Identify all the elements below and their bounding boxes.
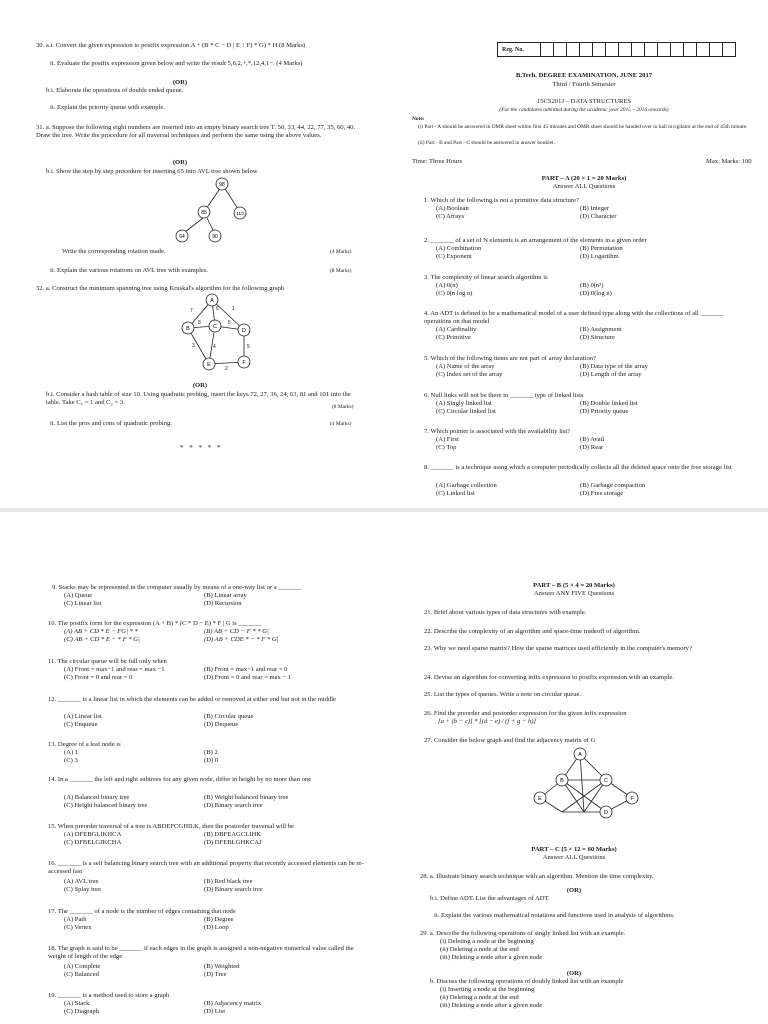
option-a: (A) Cardinality	[436, 326, 477, 333]
svg-text:85: 85	[201, 210, 207, 216]
option-d: (D) Rear	[580, 444, 604, 451]
svg-text:A: A	[210, 298, 214, 304]
svg-text:B: B	[186, 326, 190, 332]
partA-subtitle: Answer ALL Questions	[552, 183, 616, 190]
graph-node-D	[238, 324, 250, 336]
option-d: (D) Priority queue	[580, 408, 629, 415]
option-d: (D) Front = 0 and rear = max − 1	[204, 674, 292, 681]
q31-a: 31. a. Suppose the following eight numbers are inserted into an empty binary search tree T. 50, 33, 44, 22, 77, 35, 60, 40. Draw the tree. Write the procedure for all traversal techniques and perform the same using the above values.	[36, 124, 356, 139]
option-a: (A) Combination	[436, 245, 482, 252]
option-c: (C) Vertex	[64, 924, 92, 931]
reg-cell	[710, 42, 723, 57]
tree-node-98	[216, 178, 228, 190]
question-text: 15. When preorder traversal of a tree is ABDEFCGHILK, then the postorder traversal will be	[48, 823, 294, 830]
option-a: (A) Name of the array	[436, 363, 495, 370]
q31-b: b.i. Show the step by step procedure for inserting 65 into AVL tree shown below	[46, 168, 258, 175]
option-b: (B) Front = max−1 and rear = 0	[204, 666, 288, 673]
reg-cell	[541, 42, 554, 57]
q28-a: 28. a. Illustrate binary search technique with an algorithm. Mention the time complexity.	[420, 873, 654, 880]
svg-text:E: E	[207, 362, 211, 368]
option-c: (C) Primitive	[436, 334, 471, 341]
option-b: (B) Adjacency matrix	[204, 1000, 262, 1007]
q32-a: 32. a. Construct the minimum spanning tree using Kruskal's algorithm for the following graph	[36, 285, 285, 292]
q30-or: (OR)	[172, 79, 188, 86]
option-d: (D) Length of the array	[580, 371, 642, 378]
question-text: 2. _______ of a set of N elements is an arrangement of the elements in a given order	[424, 237, 647, 244]
graph-node-A	[206, 294, 218, 306]
option-b: (B) Weight balanced binary tree	[204, 794, 289, 801]
option-b: (B) Permutation	[580, 245, 623, 252]
reg-cell	[684, 42, 697, 57]
option-d: (D) Logarithm	[580, 253, 619, 260]
option-b: (B) Integer	[580, 205, 610, 212]
q26-expression: [a + (b − c)] * [(d − e) / (f + g − h)]	[438, 718, 537, 725]
reg-cell	[645, 42, 658, 57]
option-c: (C) Linked list	[436, 490, 475, 497]
q24: 24. Devise an algorithm for converting infix expression to postfix expression with an example.	[424, 674, 674, 681]
max-marks: Max. Marks: 100	[706, 158, 752, 165]
option-d: (D) Loop	[204, 924, 229, 931]
edge-weight-4: 4	[213, 344, 216, 350]
option-a: (A) Linear list	[64, 713, 102, 720]
question-text: 6. Null links will not be there in _______ type of linked lists	[424, 392, 584, 399]
option-b: (B) DBFEAGCLIHK	[204, 831, 261, 838]
svg-text:A: A	[578, 752, 582, 758]
option-a: (A) First	[436, 436, 459, 443]
option-b: (B) Degree	[204, 916, 234, 923]
exam-page-1	[384, 0, 768, 512]
exam-page-4	[0, 0, 384, 512]
question-text: 19. _______ is a method used to store a graph	[48, 992, 170, 999]
graph-node-D	[600, 806, 612, 818]
option-c: (C) 0(n log n)	[436, 290, 473, 297]
end-stars: * * * * *	[180, 444, 223, 452]
question-text: 5. Which of the following items are not part of array declaration?	[424, 355, 596, 362]
q32-bii-marks: (4 Marks)	[330, 421, 352, 427]
option-b: (B) Data type of the array	[580, 363, 648, 370]
q32-bi: b.i. Consider a hash table of size 10. Using quadratic probing, insert the keys 72, 27, 36, 24, 63, 81 and 101 into the table. Take C₁ = 1 and C₂ = 3.	[46, 391, 351, 406]
edge-weight-7: 7	[190, 308, 193, 314]
graph-node-B	[182, 322, 194, 334]
option-a: (A) Garbage collection	[436, 482, 497, 489]
tree-node-85	[198, 206, 210, 218]
note-i: (i) Part - A should be answered in OMR sheet within first 45 minutes and OMR sheet should be handed over to hall invigilator at the end of 45th minute.	[418, 124, 748, 130]
question-text: 1. Which of the following is not a primitive data structure?	[424, 197, 579, 204]
question-text: 16. _______ is a self balancing binary search tree with an additional property that recently accessed elements can be re-accessed fast	[48, 860, 364, 875]
reg-cell	[554, 42, 567, 57]
option-c: (C) Balanced	[64, 971, 99, 978]
partA-title: PART – A (20 × 1 = 20 Marks)	[541, 175, 627, 182]
question-text: 10. The postfix form for the expression (A + B) * (C * D − E) * F | G is _______	[48, 620, 262, 627]
q21: 21. Brief about various types of data structures with example.	[424, 609, 587, 616]
question-text: 18. The graph is said to be _______ if each edges in the graph is assigned a non-negative numerical value called the weight of length of the edge	[48, 945, 354, 960]
reg-cell	[697, 42, 710, 57]
option-c: (C) AB + CD * E − * F * G|	[64, 636, 140, 643]
exam-page-2	[0, 512, 384, 1024]
q30-aii: ii. Evaluate the postfix expression given below and write the result 5,6,2,+,*,12,4,1−. (4 Marks)	[50, 60, 303, 67]
option-c: (C) DFBELGJKCHA	[64, 839, 122, 846]
option-c: (C) Diagraph	[64, 1008, 99, 1015]
partB-title: PART – B (5 × 4 = 20 Marks)	[533, 582, 615, 589]
svg-text:E: E	[538, 796, 542, 802]
option-d: (D) Structure	[580, 334, 615, 341]
q32-bii: ii. List the pros and cons of quadratic probing.	[50, 420, 172, 427]
graph-node-F	[238, 356, 250, 368]
option-d: (D) Recursion	[204, 600, 242, 607]
partC-title: PART – C (5 × 12 = 60 Marks)	[531, 846, 617, 853]
svg-text:F: F	[242, 360, 246, 366]
option-a: (A) Complete	[64, 963, 101, 970]
question-text: 9. Stacks may be represented in the computer usually by means of a one-way list or a _______	[52, 584, 302, 591]
option-d: (D) AB + CDE * − * F * G|	[204, 636, 279, 643]
option-c: (C) Splay tree	[64, 886, 101, 893]
q31-rotation-marks: (4 Marks)	[330, 249, 352, 255]
option-a: (A) AVL tree	[64, 878, 99, 885]
option-d: (D) Binary search tree	[204, 886, 263, 893]
svg-text:B: B	[560, 778, 564, 784]
q29-b-i: (i) Inserting a node at the beginning	[440, 986, 535, 993]
q32-bi-marks: (8 Marks)	[332, 404, 354, 410]
option-c: (C) Arrays	[436, 213, 465, 220]
option-a: (A) Boolean	[436, 205, 469, 212]
svg-text:D: D	[242, 328, 246, 334]
question-text: 13. Degree of a leaf node is	[48, 741, 121, 748]
edge-weight-8: 8	[198, 320, 201, 326]
q31-bii-marks: (8 Marks)	[330, 268, 352, 274]
option-a: (A) AB + CD * E − FG| * *	[64, 628, 138, 635]
q30-ai: 30. a.i. Convert the given expression to postfix expression A + (B * C − D | E ↑ F) * G) * H (8 Marks)	[36, 42, 306, 49]
option-a: (A) Front = max−1 and rear = max −1	[64, 666, 165, 673]
degree-title: B.Tech. DEGREE EXAMINATION, JUNE 2017	[515, 72, 653, 79]
edge-weight-2: 2	[225, 366, 228, 372]
course-title: 15CS201J – DATA STRUCTURES	[536, 98, 632, 105]
adjacency-graph-diagram	[532, 746, 642, 826]
q29-b-ii: (ii) Deleting a node at the end	[440, 994, 519, 1001]
option-b: (B) AB + CD − F * * G|	[204, 628, 269, 635]
option-a: (A) Stack	[64, 1000, 90, 1007]
option-a: (A) Singly linked list	[436, 400, 492, 407]
option-d: (D) List	[204, 1008, 226, 1015]
q28-bii: ii. Explain the various mathematical notations and functions used in analysis of algorithms.	[434, 912, 675, 919]
q29-b: b. Discuss the following operations of doubly linked list with an example	[430, 978, 624, 985]
question-text: 8. _______ is a technique using which a computer periodically collects all the deleted space onto the free storage list	[424, 464, 732, 471]
q27: 27. Consider the below graph and find the adjacency matrix of G	[424, 737, 596, 744]
reg-cell	[593, 42, 606, 57]
q31-or: (OR)	[172, 159, 188, 166]
svg-text:90: 90	[212, 234, 218, 240]
reg-cell	[671, 42, 684, 57]
question-text: 14. In a _______ the left and right subtrees for any given node, differ in height by no more than one	[48, 776, 312, 783]
svg-text:98: 98	[219, 182, 225, 188]
q29-a-iii: (iii) Deleting a node after a given node	[440, 954, 543, 961]
option-d: (D) 0(log n)	[580, 290, 612, 297]
kruskal-graph-diagram	[168, 292, 278, 372]
reg-no-label: Reg. No.	[497, 42, 541, 57]
q25: 25. List the types of queues. Write a note on circular queue.	[424, 691, 582, 698]
option-a: (A) Queue	[64, 592, 93, 599]
edge-weight-5b: 5	[247, 344, 250, 350]
option-c: (C) 3	[64, 757, 78, 764]
q23: 23. Why we need sparse matrix? How the sparse matrices used efficiently in the computer's memory?	[424, 645, 692, 652]
q29-b-iii: (iii) Deleting a node after a given node	[440, 1002, 543, 1009]
reg-cell	[567, 42, 580, 57]
question-text: 12. _______ is a linear list in which the elements can be added or removed at either end but not in the middle	[48, 696, 337, 703]
svg-text:64: 64	[179, 234, 185, 240]
tree-node-110	[234, 207, 246, 219]
q30-bi: b.i. Elaborate the operations of double ended queue.	[46, 87, 184, 94]
time-label: Time: Three Hours	[412, 158, 463, 165]
option-c: (C) Exponent	[436, 253, 472, 260]
option-b: (B) Red black tree	[204, 878, 253, 885]
question-text: 3. The complexity of linear search algorithm is	[424, 274, 548, 281]
svg-text:D: D	[604, 810, 608, 816]
option-d: (D) DFEBLGHKCAJ	[204, 839, 262, 846]
reg-cell	[632, 42, 645, 57]
option-a: (A) Balanced binary tree	[64, 794, 130, 801]
option-a: (A) 1	[64, 749, 79, 756]
option-d: (D) Tree	[204, 971, 227, 978]
option-b: (B) Assignment	[580, 326, 622, 333]
graph-node-A	[574, 748, 586, 760]
reg-no-box	[497, 42, 736, 57]
edge-weight-3: 3	[192, 343, 195, 349]
question-text: 7. Which pointer is associated with the availability list?	[424, 428, 571, 435]
question-text: 17. The _______ of a node is the number of edges containing that node	[48, 908, 236, 915]
partB-subtitle: Answer ANY FIVE Questions	[533, 590, 615, 597]
q22: 22. Describe the complexity of an algorithm and space-time tradeoff of algorithm.	[424, 628, 641, 635]
svg-text:110: 110	[236, 211, 244, 216]
svg-text:F: F	[630, 796, 634, 802]
bottom-sheet	[0, 512, 768, 1024]
graph-node-C	[209, 320, 221, 332]
option-b: (B) Circular queue	[204, 713, 254, 720]
q29-a: 29. a. Describe the following operations of singly linked list with an example.	[420, 930, 626, 937]
reg-cell	[580, 42, 593, 57]
option-d: (D) 0	[204, 757, 219, 764]
svg-text:C: C	[604, 778, 608, 784]
graph-node-E	[534, 792, 546, 804]
option-d: (D) Free storage	[580, 490, 624, 497]
svg-text:C: C	[213, 324, 217, 330]
q28-or: (OR)	[566, 887, 582, 894]
note-ii: (ii) Part - B and Part - C should be answered in answer booklet.	[418, 140, 555, 146]
q31-bii: ii. Explain the various rotations on AVL tree with examples.	[50, 267, 209, 274]
option-c: (C) Enqueue	[64, 721, 98, 728]
q30-bii: ii. Explain the priority queue with example.	[50, 104, 165, 111]
option-d: (D) Character	[580, 213, 617, 220]
reg-cell	[723, 42, 736, 57]
question-text: 4. An ADT is defined to be a mathematical model of a user defined type along with the collections of all _______ operations on that model	[424, 310, 724, 325]
exam-page-3	[384, 512, 768, 1024]
option-c: (C) Height balanced binary tree	[64, 802, 148, 809]
option-a: (A) DFEBGLIKHCA	[64, 831, 122, 838]
course-note: (For the candidates admitted during the academic year 2015 – 2016 onwards)	[499, 107, 669, 113]
partC-subtitle: Answer ALL Questions	[542, 854, 606, 861]
option-b: (B) Double linked list	[580, 400, 638, 407]
q31-rotation: Write the corresponding rotation made.	[62, 248, 166, 255]
graph-node-C	[600, 774, 612, 786]
option-d: (D) Dequeue	[204, 721, 239, 728]
semester: Third / Fourth Semester	[552, 81, 616, 88]
tree-node-90	[209, 230, 221, 242]
q28-bi: b.i. Define ADT. List the advantages of ADT.	[430, 895, 550, 902]
q29-a-i: (i) Deleting a node at the beginning	[440, 938, 534, 945]
option-b: (B) 2	[204, 749, 218, 756]
q32-or: (OR)	[192, 382, 208, 389]
option-a: (A) 0(n)	[436, 282, 458, 289]
option-c: (C) Linear list	[64, 600, 102, 607]
edge-weight-6: 6	[216, 306, 219, 312]
graph-node-B	[556, 774, 568, 786]
q29-or: (OR)	[566, 970, 582, 977]
graph-node-F	[626, 792, 638, 804]
option-c: (C) Front = 0 and rear = 0	[64, 674, 133, 681]
graph-node-E	[203, 358, 215, 370]
edge-weight-1: 1	[232, 306, 235, 312]
option-b: (B) Linear array	[204, 592, 247, 599]
note-label: Note:	[412, 116, 425, 122]
reg-cell	[658, 42, 671, 57]
option-c: (C) Index set of the array	[436, 371, 503, 378]
option-c: (C) Top	[436, 444, 457, 451]
avl-tree-diagram	[165, 176, 255, 246]
option-b: (B) Avail	[580, 436, 605, 443]
option-b: (B) Garbage compaction	[580, 482, 646, 489]
edge-weight-5a: 5	[228, 320, 231, 326]
option-a: (A) Path	[64, 916, 87, 923]
option-c: (C) Circular linked list	[436, 408, 496, 415]
q29-a-ii: (ii) Deleting a node at the end	[440, 946, 519, 953]
tree-node-64	[176, 230, 188, 242]
reg-cell	[606, 42, 619, 57]
question-text: 11. The circular queue will be full only when	[48, 658, 167, 665]
option-b: (B) Weighted	[204, 963, 240, 970]
option-d: (D) Binary search tree	[204, 802, 263, 809]
q26: 26. Find the preorder and postorder expression for the given infix expression	[424, 710, 627, 717]
option-b: (B) 0(n²)	[580, 282, 604, 289]
reg-cell	[619, 42, 632, 57]
